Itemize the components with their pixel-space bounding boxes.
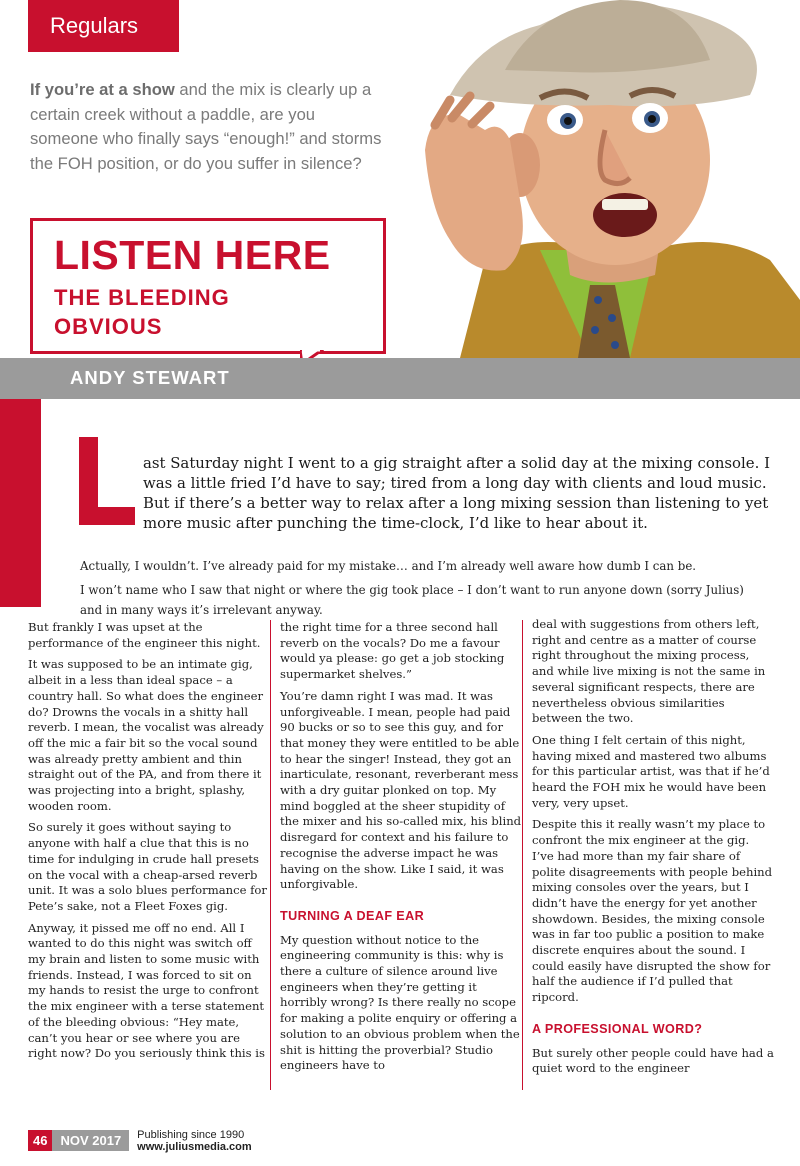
publisher-tagline: Publishing since 1990 [137,1128,245,1141]
body-paragraph: deal with suggestions from others left, right and centre as a matter of course right throughout the mixing process, and while live mixing is not the same in several significant respects, there are nevertheless obvious similarities between the two. [532,617,766,726]
subheading: TURNING A DEAF EAR [280,908,425,923]
standfirst [30,78,385,176]
intro-line: more music after punching the time-clock, I’d like to hear about it. [143,514,648,532]
body-paragraph: But surely other people could have had a quiet word to the engineer [532,1045,774,1076]
body-paragraph: the right time for a three second hall reverb on the vocals? Do me a favour would ya please: go get a job stocking supermarket shelves.” [280,620,505,682]
drop-cap [79,437,135,525]
body-paragraph: Despite this it really wasn’t my place to confront the mix engineer at the gig. I’ve had more than my fair share of polite disagreements with people behind mixing consoles over the years, but I didn’t have the energy for yet another showdown. Besides, the mixing console was in far too public a position to make discrete enquires about the sound. I could easily have disrupted the show for half the audience if I’d pulled that ripcord. [532,817,773,1005]
column-rule [270,620,271,1090]
folio [28,1130,252,1151]
body-paragraph: Anyway, it pissed me off no end. All I wanted to do this night was switch off my brain and listen to some music with friends. Instead, I was forced to sit on my hands to resist the urge to confront the mix engineer with a terse statement of the bleeding obvious: “Hey mate, can’t you hear or see where you are right now? Do you seriously think this is [28,920,265,1061]
body-column-3 [532,617,774,1083]
intro-paragraph [143,453,773,533]
page-number: 46 [28,1130,52,1151]
subtitle-line-2: OBVIOUS [54,314,163,339]
body-column-2 [280,620,522,1080]
intro-line: But if there’s a better way to relax after a long mixing session than listening to yet [143,494,769,512]
lede-line: I won’t name who I saw that night or where the gig took place – I don’t want to run anyone down (sorry Julius) [80,583,744,597]
photo-man-cupping-ear [390,0,800,358]
title-box [30,218,386,354]
body-paragraph: You’re damn right I was mad. It was unforgiveable. I mean, people had paid 90 bucks or so to see this guy, and for that money they were entitled to be able to hear the singer! Instead, they got an inarticulate, resonant, reverberant mess with a dry guitar plonked on top. My mind boggled at the sheer stupidity of the mixer and his so-called mix, his blind disregard for context and his failure to recognise the adverse impact he was having on the show. Like I said, it was unforgivable. [280,688,522,892]
intro-line: ast Saturday night I went to a gig straight after a solid day at the mixing console. I [143,454,770,472]
body-paragraph: But frankly I was upset at the performance of the engineer this night. [28,620,261,650]
subtitle-line-1: THE BLEEDING [54,285,230,310]
lede-paragraph-1: Actually, I wouldn’t. I’ve already paid for my mistake… and I’m already well aware how dumb I can be. [80,559,697,573]
body-paragraph: So surely it goes without saying to anyone with half a clue that this is no time for indulging in crude hall presets on the vocal with a cheap-arsed reverb unit. It was a solo blues performance for Pete’s sake, not a Fleet Foxes gig. [28,820,267,913]
red-accent-strip [0,399,41,607]
publisher-block [137,1129,252,1153]
publisher-url[interactable]: www.juliusmedia.com [137,1140,252,1153]
article-title: LISTEN HERE [54,232,331,278]
body-paragraph: One thing I felt certain of this night, having mixed and mastered two albums for this particular artist, was that if he’d heard the FOH mix he would have been very, very upset. [532,732,770,810]
drop-cap-foot [79,507,135,525]
intro-line: was a little fried I’d have to say; tired from a long day with clients and loud music. [143,474,767,492]
subheading: A PROFESSIONAL WORD? [532,1021,703,1036]
standfirst-lead: If you’re at a show [30,80,175,99]
section-tab [28,0,179,52]
article-subtitle [54,283,383,341]
column-rule [522,620,523,1090]
section-label: Regulars [50,13,139,38]
body-column-1 [28,620,270,1068]
body-paragraph: It was supposed to be an intimate gig, albeit in a less than ideal space – a country hall. So what does the engineer do? Drowns the vocals in a shitty hall reverb. I mean, the vocalist was already off the mic a fair bit so the vocal sound was already pretty ambient and thin straight out of the PA, and from there it was projecting into a bright, splashy, wooden room. [28,657,264,813]
standfirst-text: and the mix is clearly up a certain creek without a paddle, are you someone who finally says “enough!” and storms the FOH position, or do you suffer in silence? [30,80,382,173]
author-bar [0,358,800,399]
body-paragraph: My question without notice to the engineering community is this: why is there a culture of silence around live engineers when they’re getting it horribly wrong? Is there really no scope for making a polite enquiry or offering a solution to an obvious problem when the shit is hitting the proverbial? Studio engineers have to [280,932,520,1073]
lede-paragraph-2 [80,580,780,620]
author-name: ANDY STEWART [70,367,230,388]
lede-line: and in many ways it’s irrelevant anyway. [80,603,323,617]
issue-date: NOV 2017 [52,1130,129,1151]
